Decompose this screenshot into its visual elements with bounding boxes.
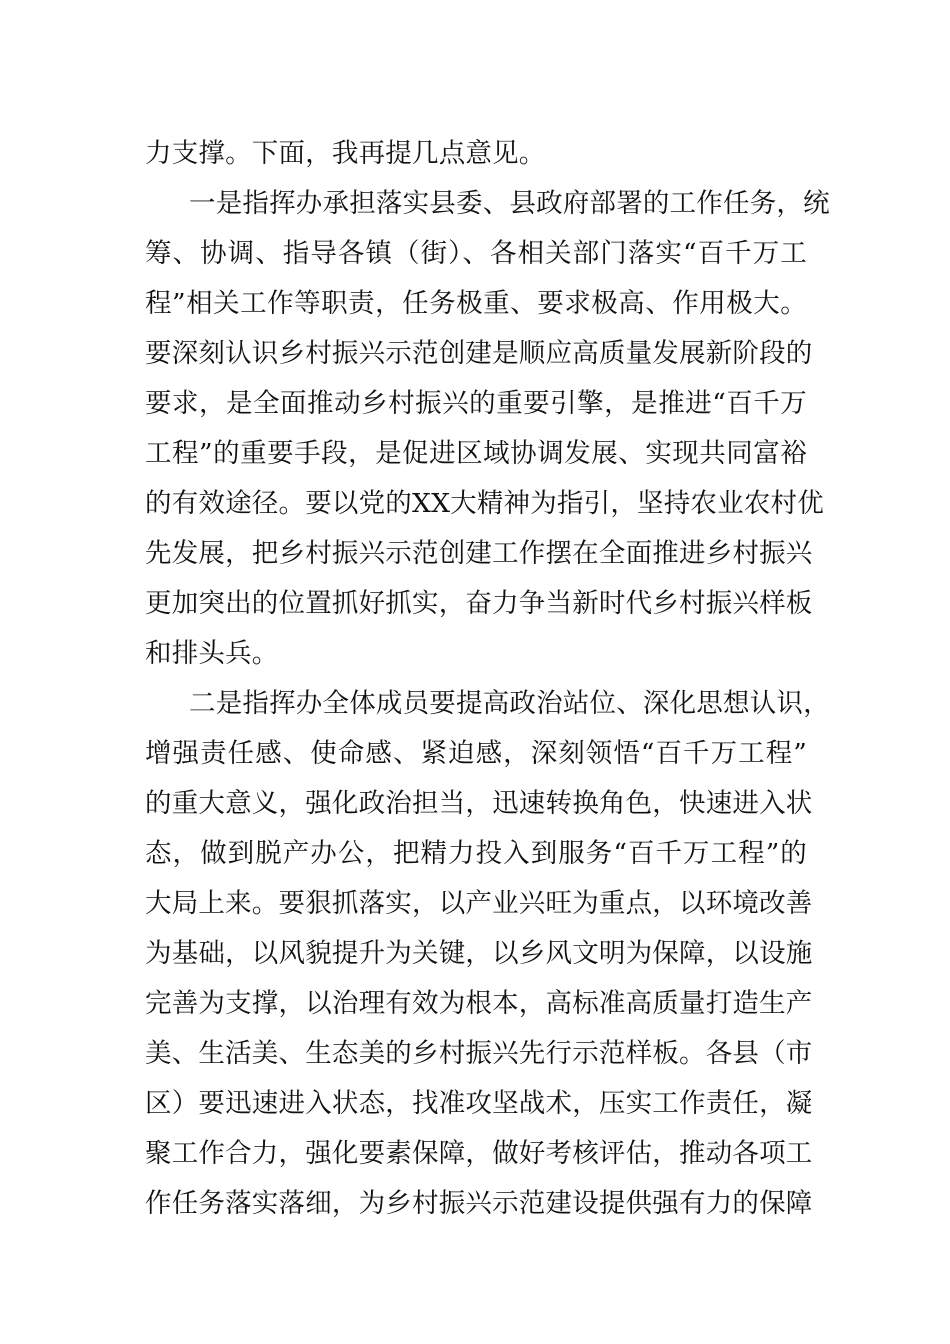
document-body [145, 129, 830, 1229]
paragraph-line: 态，做到脱产办公，把精力投入到服务“百千万工程”的 [145, 838, 807, 869]
paragraph-line: 要深刻认识乡村振兴示范创建是顺应高质量发展新阶段的 [145, 338, 813, 369]
paragraph-line: 力支撑。下面，我再提几点意见。 [145, 138, 546, 169]
paragraph-line: 作任务落实落细，为乡村振兴示范建设提供强有力的保障 [145, 1188, 813, 1219]
paragraph-line: 筹、协调、指导各镇（街）、各相关部门落实“百千万工 [145, 238, 807, 269]
paragraph-line: 美、生活美、生态美的乡村振兴先行示范样板。各县（市 [145, 1038, 813, 1069]
paragraph-line: 工程”的重要手段，是促进区域协调发展、实现共同富裕 [145, 438, 807, 469]
paragraph-line: 先发展，把乡村振兴示范创建工作摆在全面推进乡村振兴 [145, 538, 813, 569]
paragraph-line: 二是指挥办全体成员要提高政治站位、深化思想认识， [189, 688, 830, 719]
paragraph-line: 增强责任感、使命感、紧迫感，深刻领悟“百千万工程” [145, 738, 807, 769]
paragraph-line: 程”相关工作等职责，任务极重、要求极高、作用极大。 [145, 288, 807, 319]
paragraph-line: 区）要迅速进入状态，找准攻坚战术，压实工作责任，凝 [145, 1088, 813, 1119]
paragraph-line: 的重大意义，强化政治担当，迅速转换角色，快速进入状 [145, 788, 813, 819]
paragraph-line: 聚工作合力，强化要素保障，做好考核评估，推动各项工 [145, 1138, 813, 1169]
paragraph-line: 更加突出的位置抓好抓实，奋力争当新时代乡村振兴样板 [145, 588, 813, 619]
paragraph-line: 和排头兵。 [145, 638, 279, 669]
paragraph-line: 的有效途径。要以党的XX大精神为指引，坚持农业农村优 [145, 488, 824, 519]
paragraph-line: 大局上来。要狠抓落实，以产业兴旺为重点，以环境改善 [145, 888, 813, 919]
paragraph-line: 为基础，以风貌提升为关键，以乡风文明为保障，以设施 [145, 938, 813, 969]
paragraph-line: 要求，是全面推动乡村振兴的重要引擎，是推进“百千万 [145, 388, 807, 419]
paragraph-line: 一是指挥办承担落实县委、县政府部署的工作任务，统 [189, 188, 830, 219]
paragraph-line: 完善为支撑，以治理有效为根本，高标准高质量打造生产 [145, 988, 813, 1019]
